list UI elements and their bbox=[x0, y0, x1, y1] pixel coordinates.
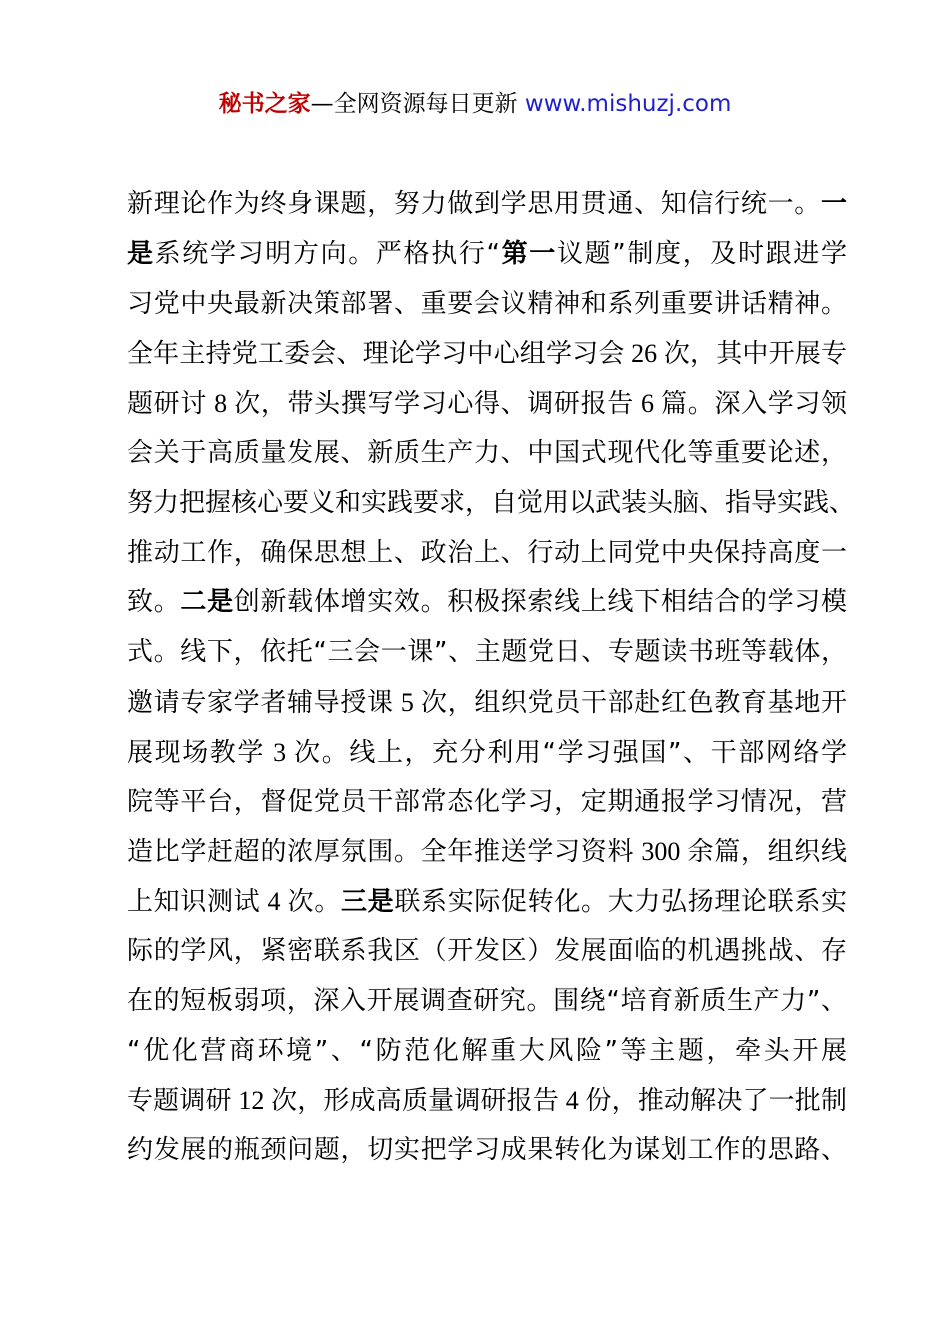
header-url-link[interactable]: www.mishuzj.com bbox=[524, 91, 732, 117]
text-segment: 创新载体增实效。积极探索线上线下相结合的学习模 bbox=[233, 587, 847, 618]
text-segment: 全年主持党工委会、理论学习中心组学习会 bbox=[127, 339, 625, 370]
text-segment: 5 bbox=[393, 687, 421, 717]
text-segment: 造比学赶超的浓厚氛围。全年推送学习资料 bbox=[127, 837, 635, 868]
text-line bbox=[127, 578, 847, 628]
text-segment: 习党中央最新决策部署、重要会议精神和系列重要讲话精神。 bbox=[127, 288, 847, 319]
text-segment: 上知识测试 bbox=[127, 887, 261, 918]
text-line bbox=[127, 329, 847, 379]
text-line bbox=[127, 230, 847, 280]
text-segment: 新理论作为终身课题，努力做到学思用贯通、知信行统一。 bbox=[127, 189, 821, 219]
body-paragraph bbox=[127, 180, 856, 1176]
bold-text-segment: 是 bbox=[127, 238, 155, 269]
text-segment: 致。 bbox=[127, 587, 181, 618]
text-segment: 次，形成高质量调研报告 bbox=[271, 1086, 560, 1117]
bold-text-segment: 第一 bbox=[499, 238, 557, 269]
text-line bbox=[127, 1076, 847, 1126]
text-line bbox=[127, 180, 847, 230]
text-line bbox=[127, 977, 847, 1027]
text-line bbox=[127, 529, 847, 579]
text-segment: 12 bbox=[231, 1086, 272, 1116]
page-header bbox=[0, 86, 950, 122]
text-segment: “优化营商环境”、“防范化解重大风险”等主题，牵头开展 bbox=[127, 1035, 847, 1066]
text-segment: 次，带头撰写学习心得、调研报告 bbox=[234, 389, 634, 420]
text-segment: 6 bbox=[633, 389, 662, 419]
text-segment: 联系实际促转化。大力弘扬理论联系实 bbox=[394, 887, 847, 918]
text-line bbox=[127, 479, 856, 529]
text-segment: 份，推动解决了一批制 bbox=[585, 1086, 847, 1117]
text-line bbox=[127, 827, 847, 877]
text-line bbox=[127, 778, 847, 828]
header-brand: 秘书之家 bbox=[218, 91, 311, 117]
text-segment: 篇。深入学习领 bbox=[661, 389, 848, 420]
text-line bbox=[127, 728, 847, 778]
text-segment: 4 bbox=[559, 1086, 586, 1116]
text-line bbox=[127, 1027, 847, 1077]
text-segment: 4 bbox=[260, 887, 288, 917]
text-segment: 在的短板弱项，深入开展调查研究。围绕“培育新质生产力”、 bbox=[127, 985, 847, 1016]
text-line bbox=[127, 280, 847, 330]
text-segment: 余篇，组织线 bbox=[687, 837, 847, 868]
text-segment: 次，其中开展专 bbox=[663, 339, 847, 370]
text-segment: 会关于高质量发展、新质生产力、中国式现代化等重要论述， bbox=[127, 437, 847, 468]
text-line bbox=[127, 379, 847, 429]
text-segment: 努力把握核心要义和实践要求，自觉用以武装头脑、指导实践、 bbox=[127, 487, 856, 518]
bold-text-segment: 三是 bbox=[341, 887, 395, 918]
text-segment: 26 bbox=[624, 339, 664, 369]
bold-text-segment: 一 bbox=[820, 189, 847, 219]
text-line bbox=[127, 927, 847, 977]
text-segment: 3 bbox=[264, 737, 295, 767]
text-segment: 次。 bbox=[287, 887, 342, 918]
text-line bbox=[127, 1126, 847, 1176]
text-segment: 8 bbox=[206, 389, 235, 419]
text-line bbox=[127, 628, 847, 678]
text-segment: 300 bbox=[634, 837, 688, 867]
text-segment: 院等平台，督促党员干部常态化学习，定期通报学习情况，营 bbox=[127, 786, 847, 817]
text-segment: 式。线下，依托“三会一课”、主题党日、专题读书班等载体， bbox=[127, 637, 847, 668]
header-tagline: —全网资源每日更新 bbox=[310, 91, 525, 117]
text-segment: 展现场教学 bbox=[127, 737, 265, 768]
text-segment: 推动工作，确保思想上、政治上、行动上同党中央保持高度一 bbox=[127, 537, 847, 568]
text-segment: 次。线上，充分利用“学习强国”、干部网络学 bbox=[294, 737, 847, 768]
text-segment: 约发展的瓶颈问题，切实把学习成果转化为谋划工作的思路、 bbox=[127, 1135, 847, 1166]
text-segment: 专题调研 bbox=[127, 1086, 232, 1117]
text-segment: 际的学风，紧密联系我区（开发区）发展面临的机遇挑战、存 bbox=[127, 935, 847, 966]
text-segment: 次，组织党员干部赴红色教育基地开 bbox=[421, 687, 847, 718]
text-segment: 题研讨 bbox=[127, 389, 207, 420]
text-segment: 邀请专家学者辅导授课 bbox=[127, 687, 394, 718]
text-line bbox=[127, 429, 847, 479]
text-segment: 系统学习明方向。严格执行“ bbox=[154, 238, 500, 269]
text-segment: 议题”制度，及时跟进学 bbox=[556, 238, 847, 269]
bold-text-segment: 二是 bbox=[180, 587, 234, 618]
text-line bbox=[127, 877, 847, 927]
text-line bbox=[127, 678, 847, 728]
